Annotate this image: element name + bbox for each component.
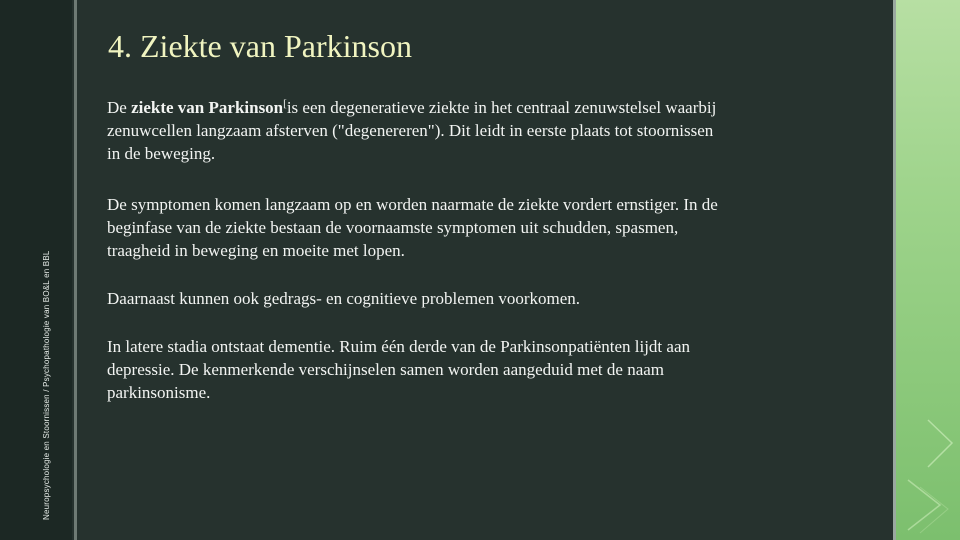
intro-bold: ziekte van Parkinson <box>131 98 284 117</box>
paragraph-symptoms: De symptomen komen langzaam op en worden naarmate de ziekte vordert ernstiger. In de beginfase van de ziekte bestaan de voornaamste symptomen uit schudden, spasmen, traagheid in beweging en moeite met lopen. <box>107 195 718 260</box>
slide-content <box>107 96 727 429</box>
paragraph-intro <box>107 96 727 165</box>
slide-title: 4. Ziekte van Parkinson <box>108 28 412 64</box>
divider-line <box>74 0 77 540</box>
intro-pre: De <box>107 98 132 117</box>
paragraph-later-stages: In latere stadia ontstaat dementie. Ruim één derde van de Parkinsonpatiënten lijdt aan depressie. De kenmerkende verschijnselen samen worden aangeduid met de naam parkinsonisme. <box>107 337 690 402</box>
left-strip <box>0 0 72 540</box>
footnote-marker[interactable]: [ <box>283 97 287 110</box>
chevron-decoration-icon <box>900 405 960 540</box>
side-label: Neuropsychologie en Stoornissen / Psychopathologie van BO&L en BBL <box>42 250 51 520</box>
paragraph-behavior: Daarnaast kunnen ook gedrags- en cognitieve problemen voorkomen. <box>107 289 581 308</box>
intro-post: is een degeneratieve ziekte in het centraal zenuwstelsel waarbij zenuwcellen langzaam afsterven ("degenereren"). Dit leidt in eerste plaats tot stoornissen in de beweging. <box>107 98 717 163</box>
